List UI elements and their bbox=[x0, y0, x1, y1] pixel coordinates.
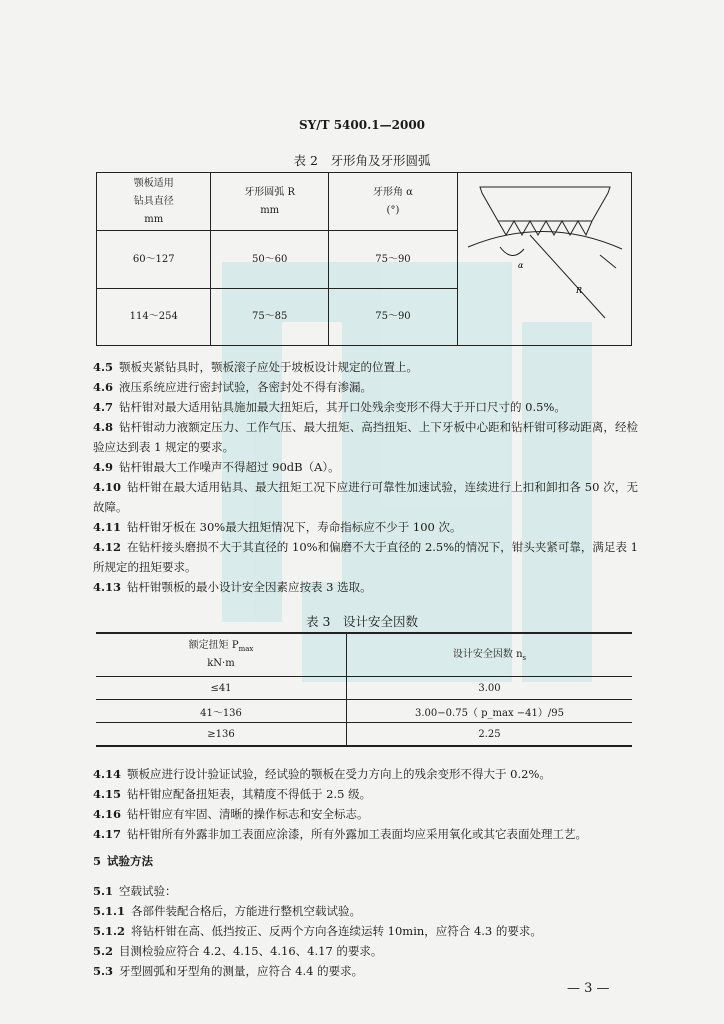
clause: 5.1 空载试验： bbox=[93, 884, 177, 898]
clause: 4.10 钻杆钳在最大适用钻具、最大扭矩工况下应进行可靠性加速试验，连续进行上扣和卸扣各 50 次，无故障。 bbox=[93, 480, 638, 514]
table3-header-torque: 额定扭矩 $P_{max}$ kN·m bbox=[96, 633, 347, 677]
table3-cell: ≤41 bbox=[96, 677, 347, 700]
clause: 4.11 钻杆钳牙板在 30%最大扭矩情况下，寿命指标应不少于 100 次。 bbox=[93, 520, 462, 534]
clause: 4.15 钻杆钳应配备扭矩表，其精度不得低于 2.5 级。 bbox=[93, 787, 372, 801]
clause: 4.12 在钻杆接头磨损不大于其直径的 10%和偏磨不大于直径的 2.5%的情况下，钳头夹紧可靠，满足表 1 所规定的扭矩要求。 bbox=[93, 540, 638, 574]
figure-alpha-label: α bbox=[517, 261, 523, 270]
clause: 5.1.2 将钻杆钳在高、低挡按正、反两个方向各连续运转 10min，应符合 4.3 的要求。 bbox=[93, 924, 542, 938]
page-number: — 3 — bbox=[567, 981, 610, 996]
table2-caption: 表 2 牙形角及牙形圆弧 bbox=[293, 153, 431, 168]
section-5-heading: 5 试验方法 bbox=[93, 854, 154, 868]
table2-thread-profile bbox=[96, 172, 632, 346]
thread-profile-figure bbox=[458, 173, 632, 346]
table2-cell: 75～90 bbox=[328, 289, 457, 346]
clause: 4.13 钻杆钳颚板的最小设计安全因素应按表 3 选取。 bbox=[93, 580, 372, 594]
table2-cell: 60～127 bbox=[97, 231, 211, 289]
clause: 4.7 钻杆钳对最大适用钻具施加最大扭矩后，其开口处残余变形不得大于开口尺寸的 0.5%。 bbox=[93, 400, 566, 414]
thread-profile-diagram bbox=[460, 173, 630, 338]
clause: 5.3 牙型圆弧和牙型角的测量，应符合 4.4 的要求。 bbox=[93, 964, 364, 978]
clause: 4.16 钻杆钳应有牢固、清晰的操作标志和安全标志。 bbox=[93, 807, 369, 821]
table3-cell: 41～136 bbox=[96, 700, 347, 723]
clause: 4.8 钻杆钳动力液额定压力、工作气压、最大扭矩、高挡扭矩、上下牙板中心距和钻杆钳可移动距离，经检验应达到表 1 规定的要求。 bbox=[93, 420, 638, 454]
clause: 5.1.1 各部件装配合格后，方能进行整机空载试验。 bbox=[93, 904, 362, 918]
table3-cell: ≥136 bbox=[96, 723, 347, 747]
clause: 4.9 钻杆钳最大工作噪声不得超过 90dB（A）。 bbox=[93, 460, 340, 474]
table3-cell: 3.00−0.75（ p_max −41）/95 bbox=[347, 700, 633, 723]
table2-header-radius: 牙形圆弧 R mm bbox=[211, 173, 328, 231]
table2-header-diameter: 颚板适用 钻具直径 mm bbox=[97, 173, 211, 231]
table2-cell: 50～60 bbox=[211, 231, 328, 289]
standard-number: SY/T 5400.1—2000 bbox=[298, 118, 426, 132]
clause: 5.2 目测检验应符合 4.2、4.15、4.16、4.17 的要求。 bbox=[93, 944, 383, 958]
table3-cell: 3.00 bbox=[347, 677, 633, 700]
table3-header-safety-factor: 设计安全因数 $n_s$ bbox=[347, 633, 633, 677]
clause: 4.14 颚板应进行设计验证试验，经试验的颚板在受力方向上的残余变形不得大于 0.2%。 bbox=[93, 767, 551, 781]
table2-cell: 75～90 bbox=[328, 231, 457, 289]
figure-radius-label: R bbox=[575, 286, 582, 295]
clauses-section-5 bbox=[93, 881, 638, 981]
table3-safety-factor bbox=[96, 632, 632, 747]
clause: 4.5 颚板夹紧钻具时，颚板滚子应处于坡板设计规定的位置上。 bbox=[93, 360, 419, 374]
clause: 4.17 钻杆钳所有外露非加工表面应涂漆，所有外露加工表面均应采用氧化或其它表面处理工艺。 bbox=[93, 827, 588, 841]
clause: 4.6 液压系统应进行密封试验，各密封处不得有渗漏。 bbox=[93, 380, 373, 394]
table3-cell: 2.25 bbox=[347, 723, 633, 747]
table3-caption: 表 3 设计安全因数 bbox=[306, 614, 418, 629]
clauses-4-5-to-4-13 bbox=[93, 357, 638, 597]
table2-header-angle: 牙形角 α (°) bbox=[328, 173, 457, 231]
table2-cell: 75～85 bbox=[211, 289, 328, 346]
clauses-4-14-to-4-17 bbox=[93, 764, 638, 844]
table2-cell: 114～254 bbox=[97, 289, 211, 346]
